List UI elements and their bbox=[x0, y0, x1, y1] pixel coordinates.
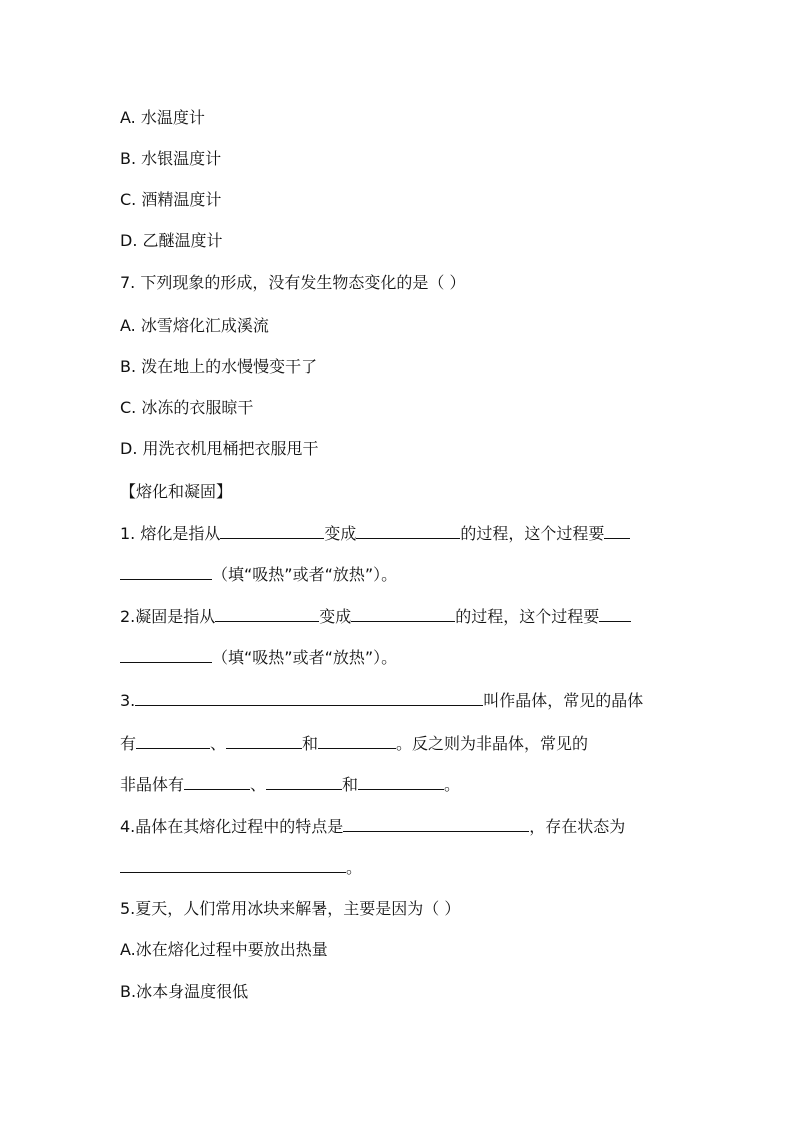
section-title: 【熔化和凝固】 bbox=[120, 482, 233, 501]
fill-2-line-1: 2.凝固是指从 变成 的过程，这个过程要 bbox=[120, 605, 680, 627]
option-7d: D. 用洗衣机甩桶把衣服甩干 bbox=[120, 439, 319, 458]
option-5b: B.冰本身温度很低 bbox=[120, 982, 249, 1001]
fill-1-line-2: （填“吸热”或者“放热”）。 bbox=[120, 563, 680, 585]
blank[interactable] bbox=[215, 605, 319, 622]
question-7-stem: 7. 下列现象的形成，没有发生物态变化的是（ ） bbox=[120, 273, 466, 292]
blank[interactable] bbox=[266, 773, 342, 790]
fill-4-line-1: 4.晶体在其熔化过程中的特点是 ，存在状态为 bbox=[120, 817, 626, 836]
fill-3-line-1: 3. 叫作晶体，常见的晶体 bbox=[120, 691, 644, 710]
blank[interactable] bbox=[358, 773, 444, 790]
blank[interactable] bbox=[135, 689, 483, 706]
blank[interactable] bbox=[318, 732, 396, 749]
fill-1-line-1: 1. 熔化是指从 变成 的过程，这个过程要 bbox=[120, 522, 680, 544]
blank[interactable] bbox=[120, 646, 212, 663]
question-5-stem: 5.夏天，人们常用冰块来解暑，主要是因为（ ） bbox=[120, 899, 461, 918]
blank[interactable] bbox=[136, 732, 210, 749]
blank[interactable] bbox=[351, 605, 455, 622]
blank[interactable] bbox=[356, 522, 460, 539]
blank[interactable] bbox=[220, 522, 324, 539]
fill-3-line-2: 有 、 和 。反之则为非晶体，常见的 bbox=[120, 734, 589, 753]
blank[interactable] bbox=[120, 563, 212, 580]
option-7c: C. 冰冻的衣服晾干 bbox=[120, 398, 254, 417]
fill-4-line-2: 。 bbox=[120, 856, 680, 878]
fill-2-line-2: （填“吸热”或者“放热”）。 bbox=[120, 646, 680, 668]
option-7a: A. 冰雪熔化汇成溪流 bbox=[120, 316, 269, 335]
option-5a: A.冰在熔化过程中要放出热量 bbox=[120, 940, 328, 959]
option-6d: D. 乙醚温度计 bbox=[120, 231, 223, 250]
option-7b: B. 泼在地上的水慢慢变干了 bbox=[120, 357, 318, 376]
blank[interactable] bbox=[120, 856, 346, 873]
blank[interactable] bbox=[343, 815, 529, 832]
option-6a: A. 水温度计 bbox=[120, 108, 205, 127]
option-6b: B. 水银温度计 bbox=[120, 149, 222, 168]
blank[interactable] bbox=[604, 522, 630, 539]
blank[interactable] bbox=[226, 732, 302, 749]
fill-3-line-3: 非晶体有 、 和 。 bbox=[120, 775, 461, 794]
blank[interactable] bbox=[599, 605, 631, 622]
option-6c: C. 酒精温度计 bbox=[120, 190, 222, 209]
blank[interactable] bbox=[184, 773, 250, 790]
